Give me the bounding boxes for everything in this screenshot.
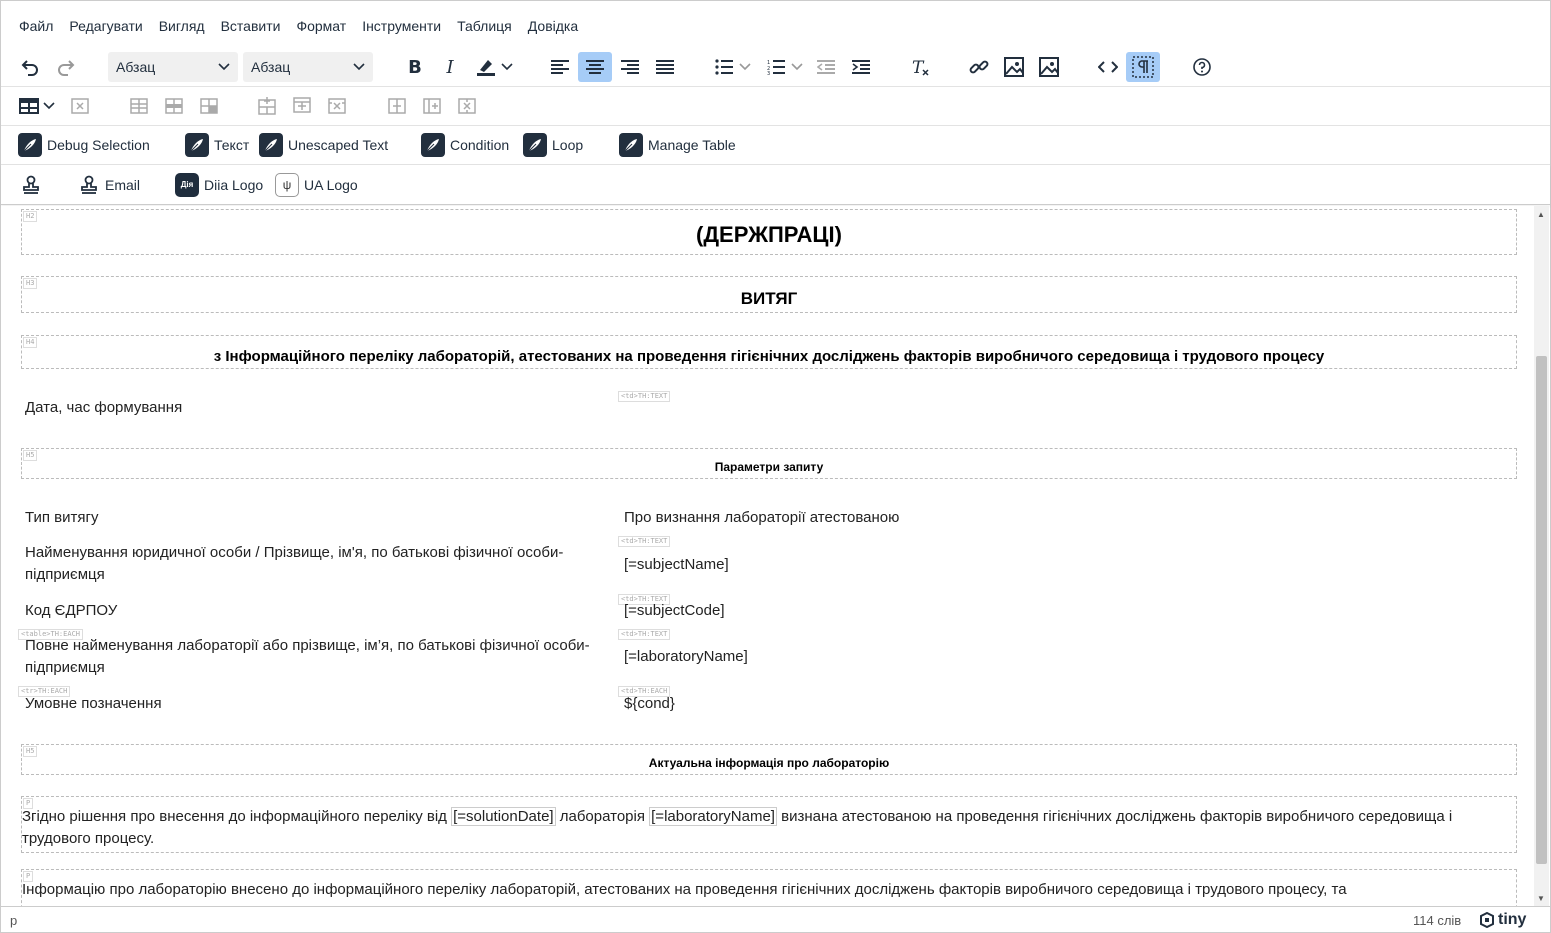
template-tag: <td>TH:TEXT bbox=[618, 536, 670, 547]
stamp-icon bbox=[79, 175, 99, 195]
block-tag: H4 bbox=[23, 337, 37, 348]
placeholder-solution-date: [=solutionDate] bbox=[453, 808, 554, 825]
paragraph-block bbox=[21, 869, 1517, 906]
chevron-down-icon bbox=[353, 63, 365, 71]
row-value: [=laboratoryName] bbox=[624, 648, 748, 665]
menu-help[interactable]: Довідка bbox=[527, 18, 579, 34]
manage-table-label: Manage Table bbox=[648, 137, 736, 153]
row-label: Повне найменування лабораторії або прізвище, ім’я, по батькові фізичної особи-підприємця bbox=[25, 637, 590, 676]
align-left-button[interactable] bbox=[545, 52, 575, 82]
outdent-icon bbox=[817, 59, 835, 75]
source-code-button[interactable] bbox=[1093, 52, 1123, 82]
highlight-color-button[interactable] bbox=[470, 52, 518, 82]
help-icon bbox=[1193, 58, 1211, 76]
menu-insert[interactable]: Вставити bbox=[220, 18, 281, 34]
block-tag: H5 bbox=[23, 746, 37, 757]
trident-icon: ψ bbox=[275, 173, 299, 197]
content-scrollbar[interactable] bbox=[1534, 206, 1549, 906]
paragraph-1-text: Згідно рішення про внесення до інформаційного переліку від bbox=[22, 808, 452, 825]
menu-format[interactable]: Формат bbox=[296, 18, 347, 34]
svg-text:1: 1 bbox=[767, 60, 771, 66]
condition-button[interactable] bbox=[421, 130, 509, 160]
insert-col-after-button[interactable] bbox=[417, 91, 447, 121]
code-icon bbox=[1098, 59, 1118, 75]
clear-formatting-icon bbox=[910, 57, 930, 77]
debug-selection-button[interactable] bbox=[18, 130, 150, 160]
bullet-list-icon bbox=[715, 59, 733, 75]
table-row-props-button[interactable] bbox=[124, 91, 154, 121]
delete-col-button[interactable] bbox=[452, 91, 482, 121]
manage-table-button[interactable] bbox=[619, 130, 736, 160]
tiny-logo-text: tiny bbox=[1498, 911, 1527, 928]
tiny-logo-icon bbox=[1479, 912, 1495, 928]
svg-text:T: T bbox=[912, 58, 924, 77]
align-center-button[interactable] bbox=[578, 52, 612, 82]
block-format-select[interactable] bbox=[108, 52, 238, 82]
menu-view[interactable]: Вигляд bbox=[158, 18, 205, 34]
table-cell-props-button[interactable] bbox=[159, 91, 189, 121]
paragraph-1 bbox=[22, 806, 1512, 850]
actual-heading: Актуальна інформація про лабораторію bbox=[648, 756, 890, 770]
insert-col-before-button[interactable] bbox=[382, 91, 412, 121]
scrollbar-thumb[interactable] bbox=[1536, 356, 1547, 864]
bold-button[interactable] bbox=[400, 52, 430, 82]
menu-edit[interactable]: Редагувати bbox=[69, 18, 143, 34]
align-justify-button[interactable] bbox=[650, 52, 680, 82]
chevron-down-icon bbox=[43, 102, 55, 110]
undo-button[interactable] bbox=[15, 52, 45, 82]
tiny-logo[interactable] bbox=[1479, 911, 1526, 929]
link-icon bbox=[969, 57, 989, 77]
ua-logo-label: UA Logo bbox=[304, 176, 358, 193]
leaf-icon bbox=[18, 133, 42, 157]
scroll-up-icon[interactable]: ▲ bbox=[1537, 210, 1545, 219]
heading-org-block bbox=[21, 209, 1517, 255]
row-label: Найменування юридичної особи / Прізвище, ім'я, по батькові фізичної особи-підприємця bbox=[25, 544, 564, 583]
table-button[interactable] bbox=[15, 91, 59, 121]
insert-image-button[interactable] bbox=[1034, 52, 1064, 82]
text-label: Текст bbox=[214, 137, 250, 153]
row-value: ${cond} bbox=[624, 695, 675, 712]
heading-title-block bbox=[21, 276, 1517, 313]
element-path[interactable]: p bbox=[10, 912, 18, 928]
table-icon bbox=[19, 98, 39, 114]
bullet-list-button[interactable] bbox=[709, 52, 757, 82]
svg-text:2: 2 bbox=[767, 66, 771, 72]
block-tag: P bbox=[23, 798, 33, 809]
insert-row-icon bbox=[258, 97, 276, 115]
insert-row-before-button[interactable] bbox=[252, 91, 282, 121]
diia-logo-label: Diia Logo bbox=[204, 176, 264, 193]
loop-button[interactable] bbox=[523, 130, 583, 160]
image-button[interactable] bbox=[999, 52, 1029, 82]
toolbar-table bbox=[1, 87, 1550, 126]
diia-logo-button[interactable] bbox=[175, 170, 263, 200]
redo-button[interactable] bbox=[51, 52, 81, 82]
svg-text:3: 3 bbox=[767, 71, 771, 75]
insert-row-after-button[interactable] bbox=[287, 91, 317, 121]
debug-selection-label: Debug Selection bbox=[47, 137, 150, 153]
paragraph-block bbox=[21, 796, 1517, 853]
indent-button[interactable] bbox=[846, 52, 876, 82]
stamp-icon bbox=[21, 175, 41, 195]
unescaped-text-button[interactable] bbox=[259, 130, 388, 160]
italic-icon: I bbox=[446, 56, 454, 78]
text-button[interactable] bbox=[185, 130, 249, 160]
loop-label: Loop bbox=[552, 137, 584, 153]
template-tag: <td>TH:TEXT bbox=[618, 594, 670, 605]
menu-file[interactable]: Файл bbox=[19, 18, 54, 34]
row-value: [=subjectCode] bbox=[624, 602, 725, 619]
menubar bbox=[11, 11, 586, 41]
word-count[interactable]: 114 слів bbox=[1413, 912, 1462, 928]
image-icon bbox=[1004, 57, 1024, 77]
template-tag: <td>TH:TEXT bbox=[618, 391, 670, 402]
leaf-icon bbox=[421, 133, 445, 157]
highlight-icon bbox=[475, 57, 497, 77]
date-label: Дата, час формування bbox=[25, 399, 183, 416]
condition-label: Condition bbox=[450, 137, 510, 153]
template-tag: <td>TH:EACH bbox=[618, 686, 670, 697]
row-label: Код ЄДРПОУ bbox=[25, 602, 118, 619]
style-format-value: Абзац bbox=[251, 59, 291, 75]
unescaped-text-label: Unescaped Text bbox=[288, 137, 389, 153]
scroll-down-icon[interactable]: ▼ bbox=[1537, 894, 1545, 903]
align-justify-icon bbox=[656, 59, 674, 75]
leaf-icon bbox=[185, 133, 209, 157]
show-blocks-button[interactable] bbox=[1126, 52, 1160, 82]
heading-sub-block bbox=[21, 335, 1517, 369]
table-merge-icon bbox=[200, 98, 218, 114]
toolbar-main bbox=[1, 48, 1550, 87]
template-tag: <td>TH:TEXT bbox=[618, 629, 670, 640]
template-tag: <table>TH:EACH bbox=[18, 629, 83, 640]
paragraph-1-text: лабораторія bbox=[555, 808, 650, 825]
chevron-down-icon bbox=[218, 63, 230, 71]
leaf-icon bbox=[619, 133, 643, 157]
delete-table-button[interactable] bbox=[65, 91, 95, 121]
menu-table[interactable]: Таблиця bbox=[457, 18, 512, 34]
italic-button[interactable] bbox=[435, 52, 465, 82]
outdent-button[interactable] bbox=[811, 52, 841, 82]
align-right-button[interactable] bbox=[615, 52, 645, 82]
params-heading: Параметри запиту bbox=[714, 460, 824, 474]
diia-logo-icon: Дія bbox=[175, 173, 199, 197]
leaf-icon bbox=[523, 133, 547, 157]
help-button[interactable] bbox=[1187, 52, 1217, 82]
image-icon bbox=[1039, 57, 1059, 77]
align-center-icon bbox=[586, 59, 604, 75]
align-right-icon bbox=[621, 59, 639, 75]
block-format-value: Абзац bbox=[116, 59, 156, 75]
insert-row-icon bbox=[293, 97, 311, 115]
show-blocks-icon bbox=[1132, 56, 1154, 78]
placeholder-laboratory-name: [=laboratoryName] bbox=[651, 808, 775, 825]
row-label: Умовне позначення bbox=[25, 695, 162, 712]
heading-org: (ДЕРЖПРАЦІ) bbox=[696, 222, 842, 247]
style-format-select[interactable] bbox=[243, 52, 373, 82]
paragraph-1-text: визнана атестованою на проведення гігієнічних досліджень факторів виробничого середовища і трудового процесу. bbox=[22, 808, 1453, 847]
row-label: Тип витягу bbox=[25, 509, 99, 526]
bold-icon: B bbox=[408, 56, 422, 78]
table-cell-icon bbox=[165, 98, 183, 114]
delete-row-button[interactable] bbox=[322, 91, 352, 121]
editor-content[interactable] bbox=[1, 206, 1534, 906]
statusbar bbox=[1, 906, 1550, 933]
chevron-down-icon bbox=[739, 63, 751, 71]
block-tag: H2 bbox=[23, 211, 37, 222]
link-button[interactable] bbox=[964, 52, 994, 82]
undo-icon bbox=[20, 57, 40, 77]
delete-table-icon bbox=[71, 98, 89, 114]
indent-icon bbox=[852, 59, 870, 75]
table-row-icon bbox=[130, 98, 148, 114]
email-label: Email bbox=[105, 176, 141, 193]
menu-tools[interactable]: Інструменти bbox=[362, 18, 442, 34]
toolbar-template bbox=[1, 126, 1550, 165]
block-tag: H5 bbox=[23, 450, 37, 461]
chevron-down-icon bbox=[791, 63, 803, 71]
heading-sub: з Інформаційного переліку лабораторій, атестованих на проведення гігієнічних досліджень факторів виробничого середовища і трудового процесу bbox=[213, 348, 1325, 365]
row-value: [=subjectName] bbox=[624, 556, 729, 573]
row-value: Про визнання лабораторії атестованою bbox=[624, 509, 900, 526]
block-tag: P bbox=[23, 871, 33, 882]
leaf-icon bbox=[259, 133, 283, 157]
toolbar-insert bbox=[1, 165, 1550, 205]
template-tag: <tr>TH:EACH bbox=[18, 686, 70, 697]
paragraph-2: Інформацію про лабораторію внесено до інформаційного переліку лабораторій, атестованих на проведення гігієнічних досліджень факторів виробничого середовища і трудового процесу, та bbox=[22, 881, 1347, 898]
block-tag: H3 bbox=[23, 278, 37, 289]
insert-col-icon bbox=[423, 98, 441, 114]
clear-formatting-button[interactable] bbox=[905, 52, 935, 82]
chevron-down-icon bbox=[501, 63, 513, 71]
stamp-button[interactable] bbox=[16, 170, 46, 200]
numbered-list-icon bbox=[767, 59, 785, 75]
delete-col-icon bbox=[458, 98, 476, 114]
actual-heading-block bbox=[21, 744, 1517, 775]
ua-logo-button[interactable] bbox=[275, 170, 358, 200]
numbered-list-button[interactable] bbox=[761, 52, 809, 82]
delete-row-icon bbox=[328, 98, 346, 114]
params-heading-block bbox=[21, 448, 1517, 479]
email-button[interactable] bbox=[79, 170, 140, 200]
table-merge-button[interactable] bbox=[194, 91, 224, 121]
redo-icon bbox=[56, 57, 76, 77]
insert-col-icon bbox=[388, 98, 406, 114]
heading-title: ВИТЯГ bbox=[740, 289, 798, 308]
align-left-icon bbox=[551, 59, 569, 75]
